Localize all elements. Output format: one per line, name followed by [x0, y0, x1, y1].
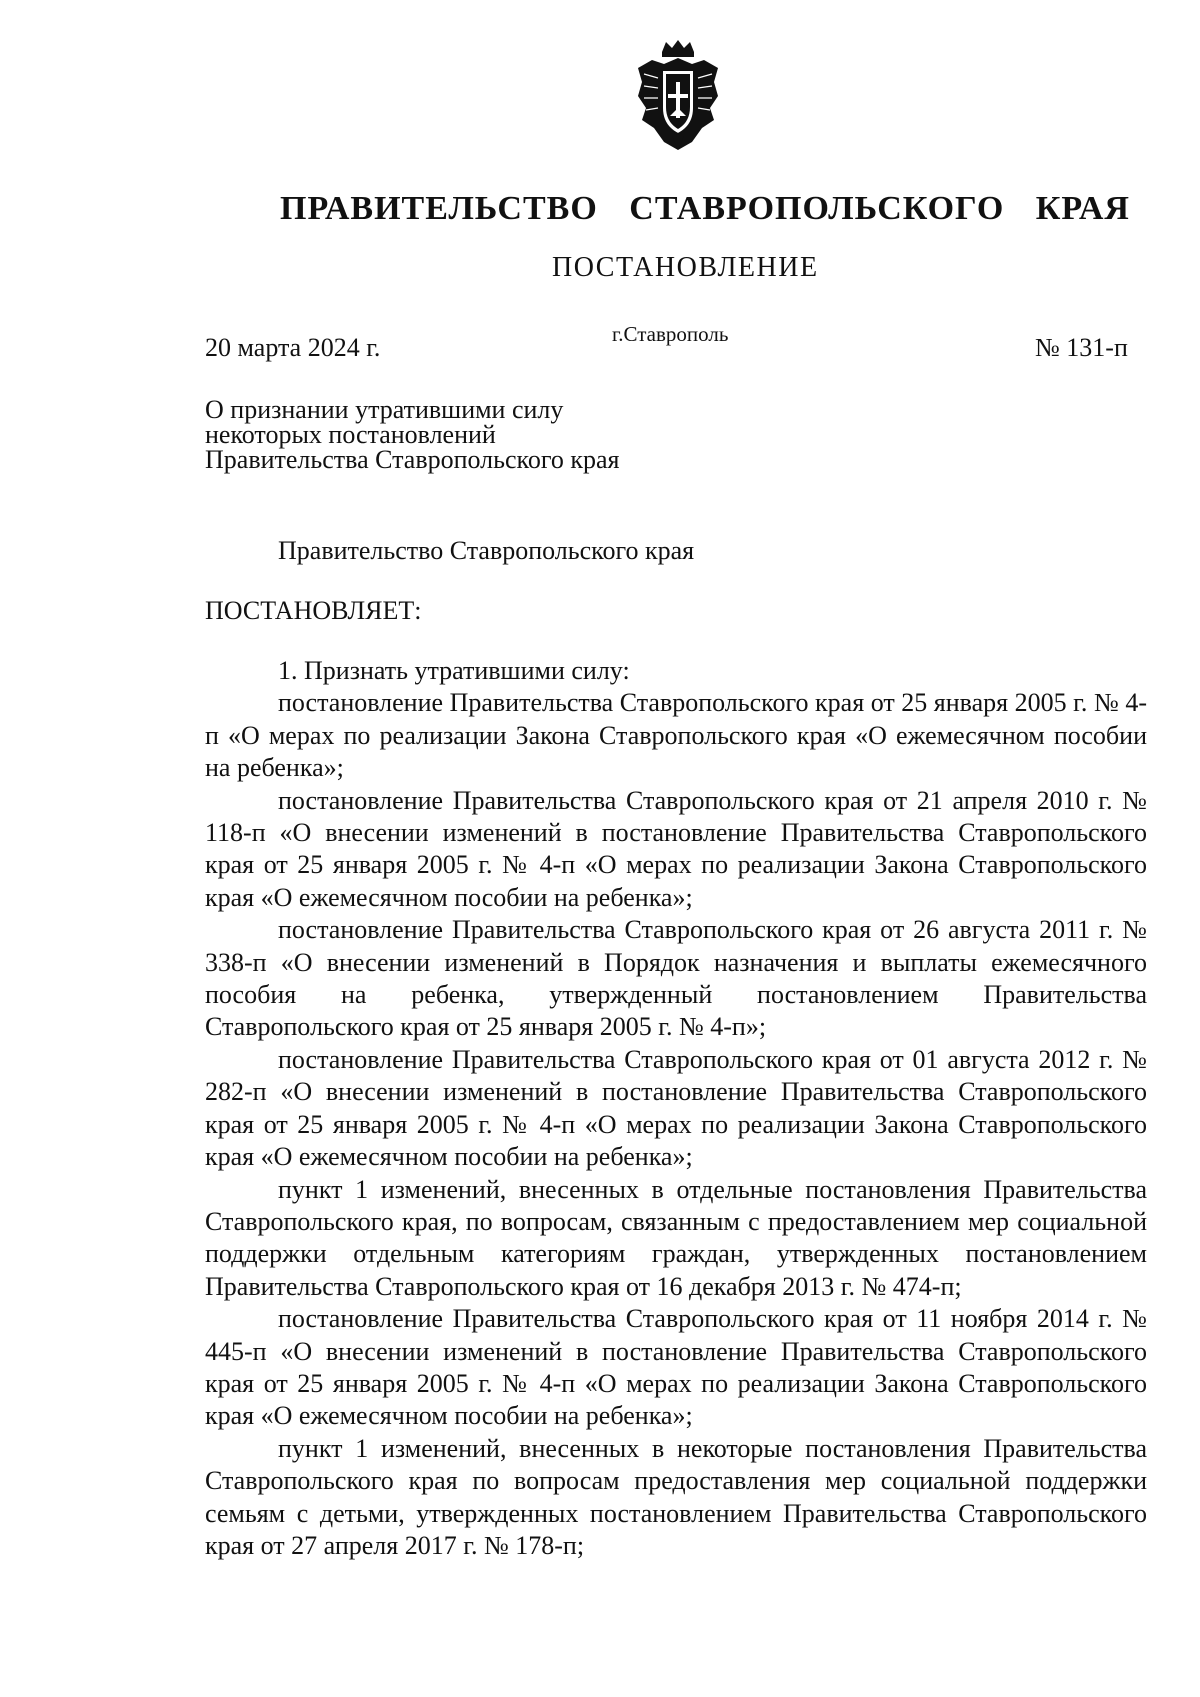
- issuer-line: Правительство Ставропольского края: [278, 536, 695, 565]
- body-paragraph: пункт 1 изменений, внесенных в отдельные постановления Правительства Ставропольского края, по вопросам, связанным с предоставлением мер социальной поддержки отдельным категориям граждан, утвержденных постановлением Правительства Ставропольского края от 16 декабря 2013 г. № 474-п;: [205, 1174, 1147, 1301]
- body-paragraph: постановление Правительства Ставропольского края от 11 ноября 2014 г. № 445-п «О внесении изменений в постановление Правительства Ставропольского края от 25 января 2005 г. № 4-п «О мерах по реализации Закона Ставропольского края «О ежемесячном пособии на ребенка»;: [205, 1304, 1147, 1431]
- document-number: № 131-п: [1035, 333, 1128, 362]
- document-date: 20 марта 2024 г.: [205, 333, 381, 362]
- subject-line: О признании утратившими силу: [205, 395, 564, 424]
- body-paragraph: пункт 1 изменений, внесенных в некоторые постановления Правительства Ставропольского края по вопросам предоставления мер социальной поддержки семьям с детьми, утвержденных постановлением Правительства Ставропольского края от 27 апреля 2017 г. № 178-п;: [205, 1433, 1147, 1560]
- document-body: [205, 655, 1147, 1562]
- subject-line: некоторых постановлений: [205, 420, 496, 449]
- body-paragraph: постановление Правительства Ставропольского края от 25 января 2005 г. № 4-п «О мерах по реализации Закона Ставропольского края «О ежемесячном пособии на ребенка»;: [205, 688, 1147, 783]
- document-type: ПОСТАНОВЛЕНИЕ: [552, 252, 819, 283]
- document-subject: [205, 397, 620, 472]
- coat-of-arms-icon: [632, 38, 724, 154]
- body-paragraph: постановление Правительства Ставропольского края от 21 апреля 2010 г. № 118-п «О внесении изменений в постановление Правительства Ставропольского края от 25 января 2005 г. № 4-п «О мерах по реализации Закона Ставропольского края «О ежемесячном пособии на ребенка»;: [205, 785, 1147, 912]
- organization-title: ПРАВИТЕЛЬСТВО СТАВРОПОЛЬСКОГО КРАЯ: [280, 190, 1130, 227]
- decree-word: ПОСТАНОВЛЯЕТ:: [205, 596, 422, 625]
- body-paragraph: постановление Правительства Ставропольского края от 01 августа 2012 г. № 282-п «О внесении изменений в постановление Правительства Ставропольского края от 25 января 2005 г. № 4-п «О мерах по реализации Закона Ставропольского края «О ежемесячном пособии на ребенка»;: [205, 1044, 1147, 1172]
- subject-line: Правительства Ставропольского края: [205, 445, 620, 474]
- body-paragraph: 1. Признать утратившими силу:: [278, 656, 630, 685]
- body-paragraph: постановление Правительства Ставропольского края от 26 августа 2011 г. № 338-п «О внесении изменений в Порядок назначения и выплаты ежемесячного пособия на ребенка, утвержденный постановлением Правительства Ставропольского края от 25 января 2005 г. № 4-п»;: [205, 915, 1147, 1042]
- document-city: г.Ставрополь: [612, 322, 729, 346]
